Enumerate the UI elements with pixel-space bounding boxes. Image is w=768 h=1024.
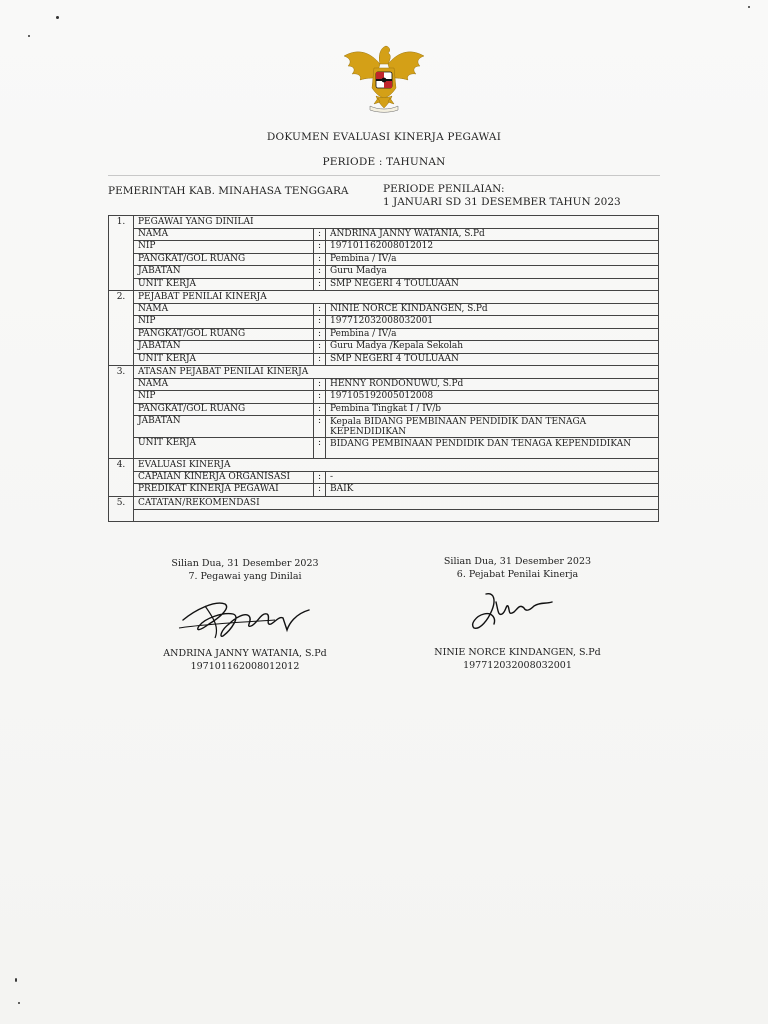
row-value: SMP NEGERI 4 TOULUAAN — [326, 353, 659, 365]
row-label: JABATAN — [134, 416, 314, 438]
section-header — [109, 216, 659, 229]
row-value: Kepala BIDANG PEMBINAAN PENDIDIK DAN TENAGA KEPENDIDIKAN — [326, 416, 659, 438]
row-label: NAMA — [134, 378, 314, 390]
colon: : — [314, 438, 326, 459]
row-label: PREDIKAT KINERJA PEGAWAI — [134, 484, 314, 496]
colon: : — [314, 403, 326, 415]
table-row — [109, 316, 659, 328]
row-label: UNIT KERJA — [134, 278, 314, 290]
signature-right-icon — [468, 588, 558, 634]
document-period: PERIODE : TAHUNAN — [322, 156, 446, 168]
section-title: ATASAN PEJABAT PENILAI KINERJA — [134, 365, 659, 378]
row-label: NIP — [134, 391, 314, 403]
row-value: Pembina / IV/a — [326, 328, 659, 340]
table-row — [109, 416, 659, 438]
notes-row — [109, 509, 659, 521]
colon: : — [314, 229, 326, 241]
section-header — [109, 496, 659, 509]
row-value: BIDANG PEMBINAAN PENDIDIK DAN TENAGA KEPENDIDIKAN — [326, 438, 659, 459]
table-row — [109, 403, 659, 415]
row-value: Guru Madya /Kepala Sekolah — [326, 341, 659, 353]
scan-speck — [18, 1002, 20, 1004]
colon: : — [314, 341, 326, 353]
row-value: Guru Madya — [326, 266, 659, 278]
colon: : — [314, 278, 326, 290]
colon: : — [314, 328, 326, 340]
table-row — [109, 229, 659, 241]
scan-speck — [15, 978, 17, 982]
signer-nip: 197712032008032001 — [463, 660, 572, 671]
section-header — [109, 459, 659, 472]
table-row — [109, 266, 659, 278]
row-value: Pembina Tingkat I / IV/b — [326, 403, 659, 415]
table-row — [109, 328, 659, 340]
colon: : — [314, 378, 326, 390]
garuda-emblem-icon — [340, 42, 428, 114]
place-date: Silian Dua, 31 Desember 2023 — [443, 556, 592, 567]
row-value: 197712032008032001 — [326, 316, 659, 328]
colon: : — [314, 266, 326, 278]
row-label: JABATAN — [134, 266, 314, 278]
government-unit: PEMERINTAH KAB. MINAHASA TENGGARA — [108, 185, 349, 197]
section-number: 4. — [109, 459, 134, 497]
section-number: 2. — [109, 290, 134, 365]
row-label: JABATAN — [134, 341, 314, 353]
section-number: 3. — [109, 365, 134, 458]
colon: : — [314, 472, 326, 484]
signer-name: ANDRINA JANNY WATANIA, S.Pd — [163, 648, 327, 659]
row-label: NAMA — [134, 229, 314, 241]
place-date: Silian Dua, 31 Desember 2023 — [171, 558, 319, 569]
table-row — [109, 303, 659, 315]
document-title: DOKUMEN EVALUASI KINERJA PEGAWAI — [266, 131, 502, 143]
row-label: NAMA — [134, 303, 314, 315]
assessment-period-value: 1 JANUARI SD 31 DESEMBER TAHUN 2023 — [383, 196, 621, 208]
row-label: PANGKAT/GOL RUANG — [134, 403, 314, 415]
section-number: 1. — [109, 216, 134, 291]
signature-right-footer — [425, 646, 610, 672]
scan-speck — [28, 35, 30, 37]
table-row — [109, 278, 659, 290]
colon: : — [314, 353, 326, 365]
table-row — [109, 341, 659, 353]
row-label: NIP — [134, 241, 314, 253]
section-number: 5. — [109, 496, 134, 521]
divider — [108, 175, 660, 176]
assessment-period — [383, 183, 621, 209]
row-value: SMP NEGERI 4 TOULUAAN — [326, 278, 659, 290]
section-title: CATATAN/REKOMENDASI — [134, 496, 659, 509]
assessment-period-label: PERIODE PENILAIAN: — [383, 183, 505, 195]
signer-role: 6. Pejabat Penilai Kinerja — [456, 569, 579, 580]
section-title: PEGAWAI YANG DINILAI — [134, 216, 659, 229]
signer-role: 7. Pegawai yang Dinilai — [188, 571, 302, 582]
row-label: UNIT KERJA — [134, 438, 314, 459]
row-value: - — [326, 472, 659, 484]
row-label: PANGKAT/GOL RUANG — [134, 253, 314, 265]
colon: : — [314, 253, 326, 265]
table-row — [109, 472, 659, 484]
row-label: NIP — [134, 316, 314, 328]
table-row — [109, 391, 659, 403]
row-label: PANGKAT/GOL RUANG — [134, 328, 314, 340]
table-row — [109, 378, 659, 390]
scan-speck — [56, 16, 59, 19]
row-value: Pembina / IV/a — [326, 253, 659, 265]
row-label: CAPAIAN KINERJA ORGANISASI — [134, 472, 314, 484]
table-row — [109, 353, 659, 365]
signature-right-header — [425, 555, 610, 581]
colon: : — [314, 484, 326, 496]
section-title: PEJABAT PENILAI KINERJA — [134, 290, 659, 303]
evaluation-table — [108, 215, 659, 522]
table-row — [109, 241, 659, 253]
row-label: UNIT KERJA — [134, 353, 314, 365]
colon: : — [314, 391, 326, 403]
signature-left-header — [160, 557, 330, 583]
signature-left-icon — [175, 590, 315, 642]
signer-nip: 197101162008012012 — [190, 661, 300, 672]
signature-left-footer — [160, 647, 330, 673]
table-row — [109, 253, 659, 265]
colon: : — [314, 241, 326, 253]
row-value: NINIE NORCE KINDANGEN, S.Pd — [326, 303, 659, 315]
section-header — [109, 365, 659, 378]
colon: : — [314, 303, 326, 315]
signer-name: NINIE NORCE KINDANGEN, S.Pd — [434, 647, 601, 658]
row-value: 197105192005012008 — [326, 391, 659, 403]
scan-speck — [748, 6, 750, 8]
colon: : — [314, 416, 326, 438]
row-value: HENNY RONDONUWU, S.Pd — [326, 378, 659, 390]
notes-cell — [134, 509, 659, 521]
section-header — [109, 290, 659, 303]
row-value: 197101162008012012 — [326, 241, 659, 253]
colon: : — [314, 316, 326, 328]
row-value: ANDRINA JANNY WATANIA, S.Pd — [326, 229, 659, 241]
table-row — [109, 484, 659, 496]
section-title: EVALUASI KINERJA — [134, 459, 659, 472]
table-row — [109, 438, 659, 459]
row-value: BAIK — [326, 484, 659, 496]
